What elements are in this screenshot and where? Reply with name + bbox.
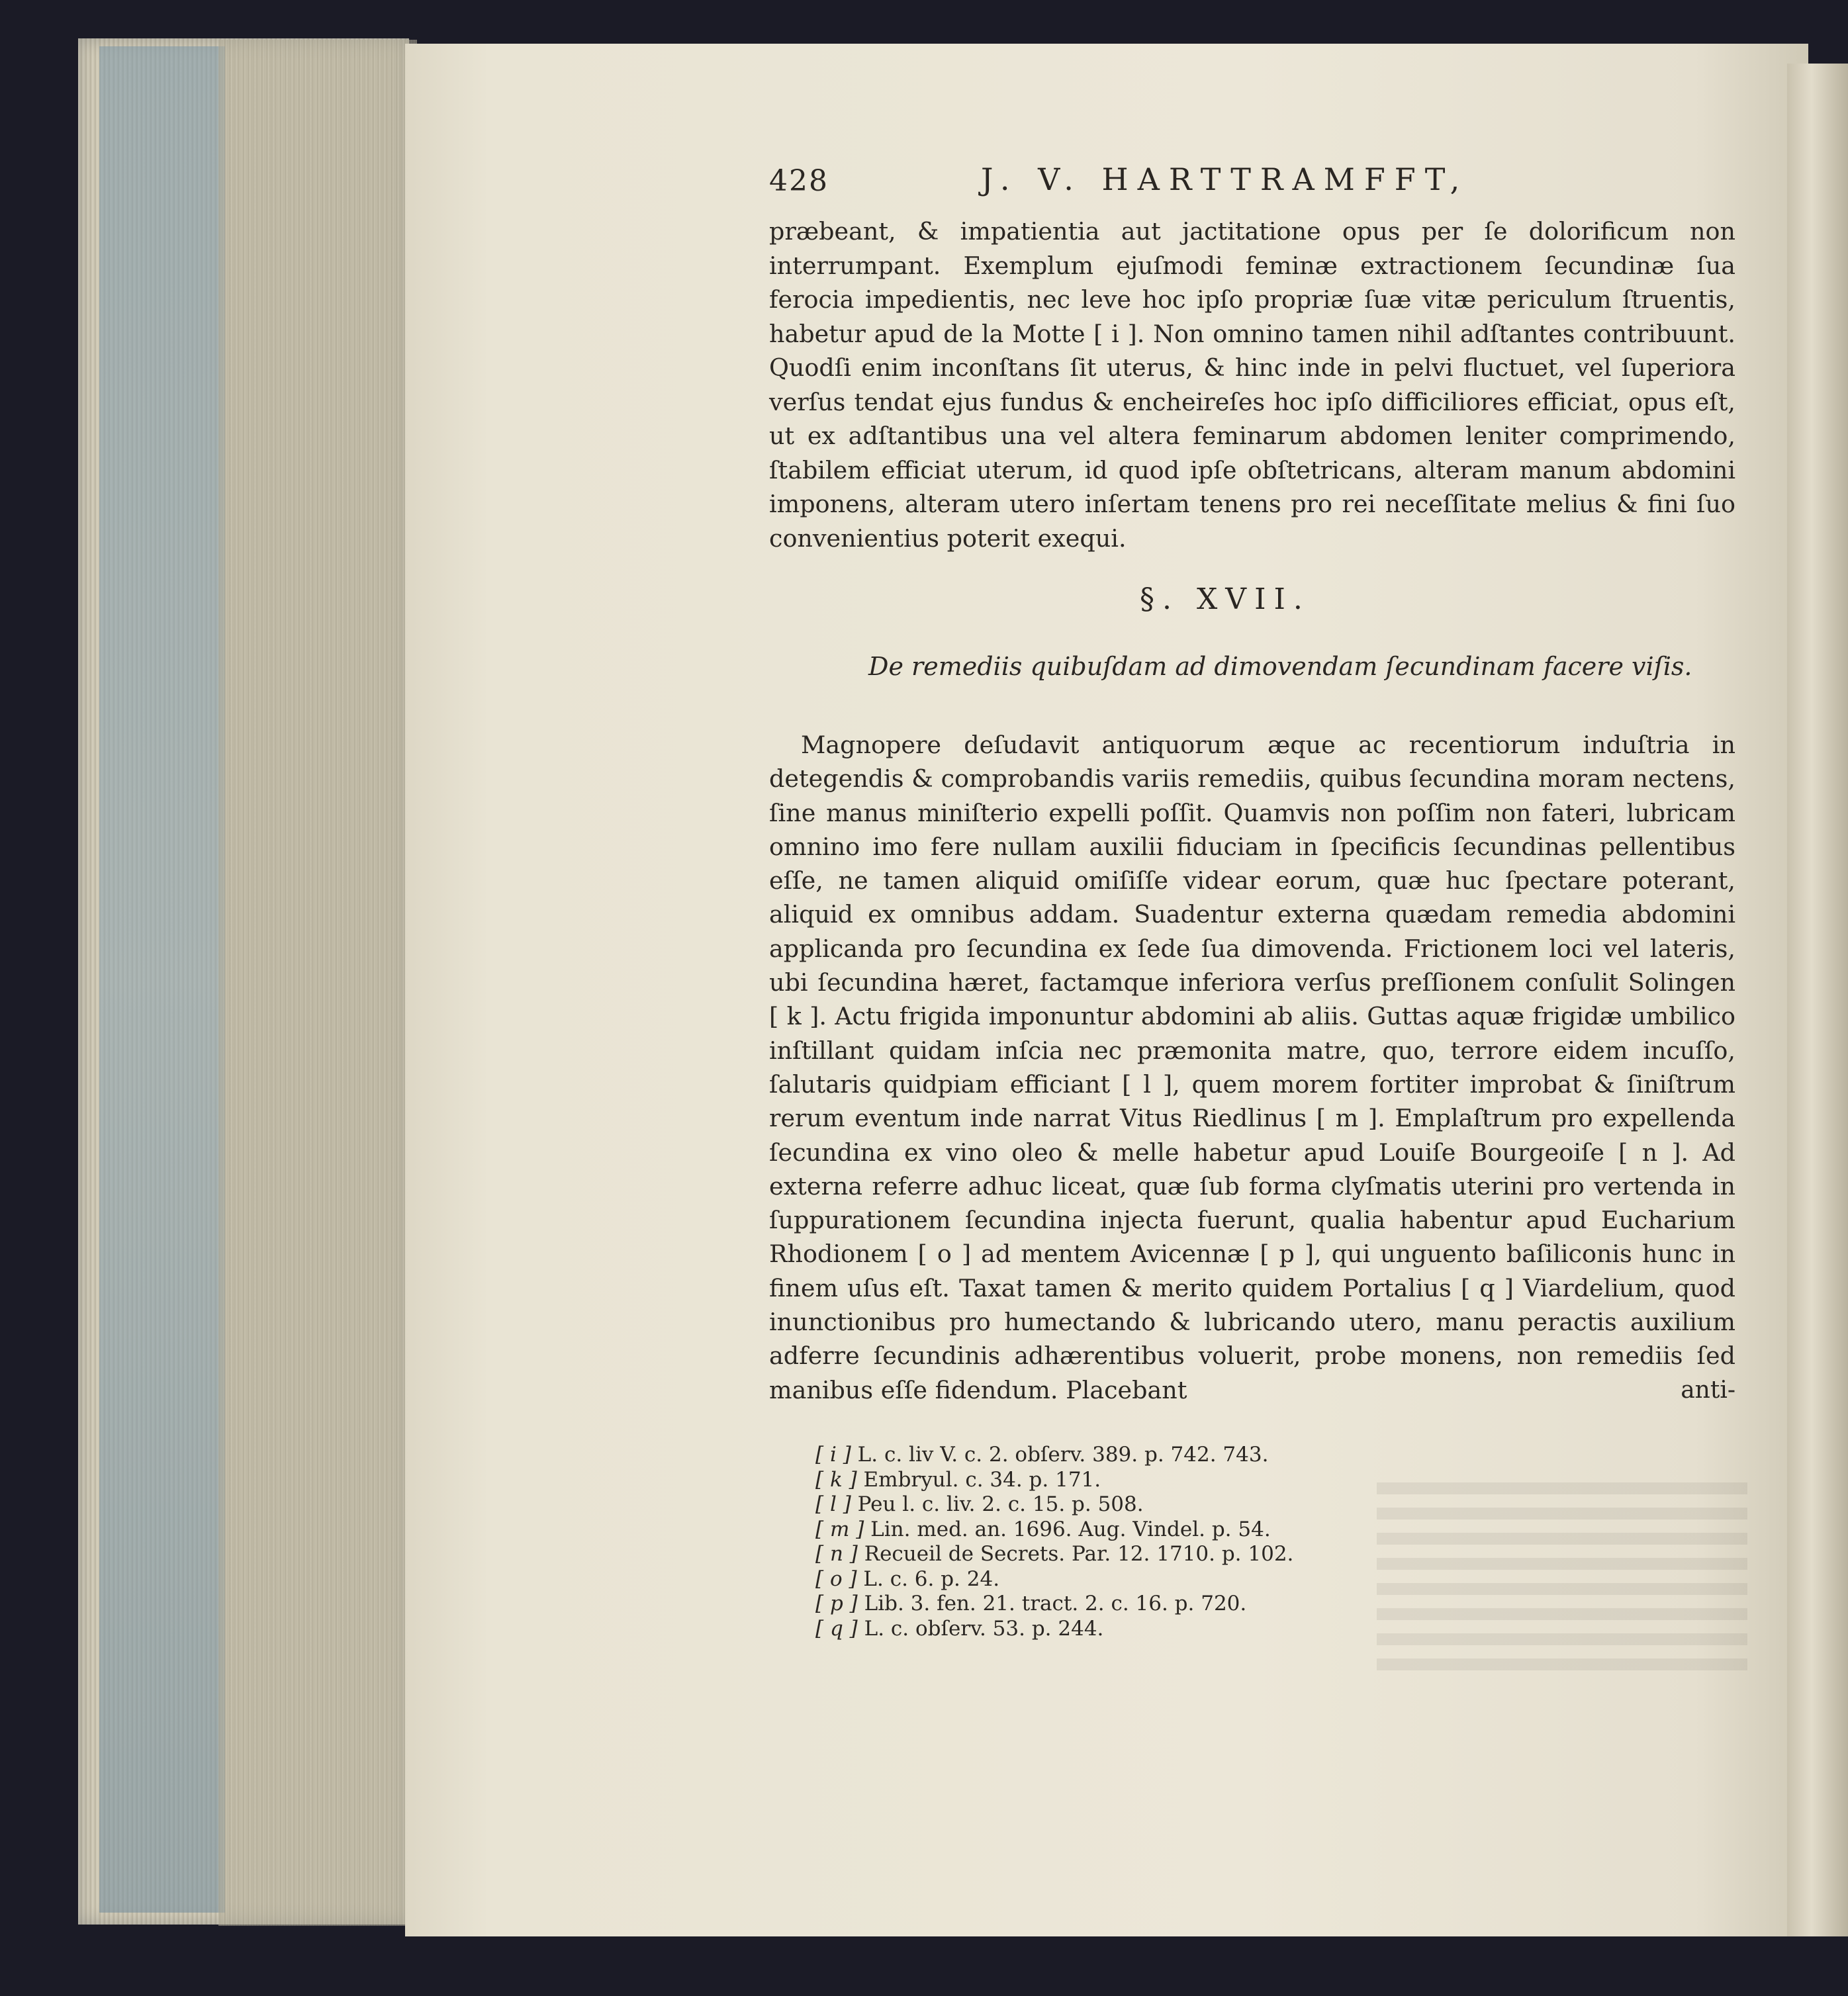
page-edge-shade [218, 40, 417, 1926]
footnote: [ m ] Lin. med. an. 1696. Aug. Vindel. p. 54. [815, 1517, 1271, 1541]
page-edge-tint [99, 46, 225, 1913]
running-head: J. V. HARTTRAMFFT, [981, 161, 1469, 197]
paragraph-1 [769, 214, 1735, 555]
paragraph-1-text: præbeant, & impatientia aut jactitatione opus per ſe dolorificum non interrumpant. Exemplum ejuſmodi feminæ extractionem ſecundinæ ſua ferocia impedientis, nec leve hoc ipſo propriæ ſuæ vitæ periculum ſtruentis, habetur apud de la Motte [ i ]. Non omnino tamen nihil adſtantes contribuunt. Quodſi enim inconſtans ſit uterus, & hinc inde in pelvi fluctuet, vel ſuperiora verſus tendat ejus fundus & encheireſes hoc ipſo difficiliores efficiat, opus eſt, ut ex adſtantibus una vel altera feminarum abdomen leniter comprimendo, ſtabilem efficiat uterum, id quod ipſe obſtetricans, alteram manum abdomini imponens, alteram utero inſertam tenens pro rei neceſſitate melius & fini ſuo convenientius poterit exequi. [769, 217, 1735, 553]
footnote: [ p ] Lib. 3. fen. 21. tract. 2. c. 16. p. 720. [815, 1592, 1247, 1615]
page-number: 428 [769, 164, 829, 198]
footnote: [ o ] L. c. 6. p. 24. [815, 1566, 1000, 1591]
section-number: §. XVII. [1140, 582, 1311, 616]
page-header [769, 159, 1735, 212]
facing-page-edge [1787, 64, 1848, 1936]
footnote: [ l ] Peu l. c. liv. 2. c. 15. p. 508. [815, 1492, 1144, 1516]
footnote: [ k ] Embryul. c. 34. p. 171. [815, 1467, 1101, 1492]
show-through-text [1377, 1482, 1747, 1681]
section-title: De remediis quibuſdam ad dimovendam ſecundinam facere viſis. [868, 652, 1692, 681]
footnote: [ q ] L. c. obſerv. 53. p. 244. [815, 1616, 1104, 1641]
paragraph-2: Magnopere deſudavit antiquorum æque ac recentiorum induſtria in detegendis & comprobandis variis remediis, quibus ſecundina moram nectens, ſine manus miniſterio expelli poſſit. Quamvis non poſſim non fateri, lubricam omnino imo fere nullam auxilii fiduciam in ſpecificis ſecundinas pellentibus eſſe, ne tamen aliquid omiſiſſe videar eorum, quæ huc ſpectare poterant, aliquid ex omnibus addam. Suadentur externa quædam remedia abdomini applicanda pro ſecundina ex ſede ſua dimovenda. Frictionem loci vel lateris, ubi ſecundina hæret, factamque inferiora verſus preſſionem conſulit Solingen [ k ]. Actu frigida imponuntur abdomini ab aliis. Guttas aquæ frigidæ umbilico inſtillant quidam inſcia nec præmonita matre, quo, terrore eidem incuſſo, ſalutaris quidpiam efficiant [ l ], quem morem fortiter improbat & ſiniſtrum rerum eventum inde narrat Vitus Riedlinus [ m ]. Emplaſtrum pro expellenda ſecundina ex vino oleo & melle habetur apud Louiſe Bourgeoiſe [ n ]. Ad externa referre adhuc liceat, quæ ſub forma clyſmatis uterini pro vertenda in ſuppurationem ſecundina injecta fuerunt, qualia habentur apud Eucharium Rhodionem [ o ] ad mentem Avicennæ [ p ], qui unguento baſiliconis hunc in finem uſus eſt. Taxat tamen & merito quidem Portalius [ q ] Viardelium, quod inunctionibus pro humectando & lubricando utero, manu peractis auxilium adferre ſecundinis adhærentibus voluerit, probe monens, non remediis ſed manibus eſſe fidendum. Placebant [769, 731, 1735, 1404]
catchword: anti- [1681, 1377, 1735, 1404]
footnote: [ n ] Recueil de Secrets. Par. 12. 1710. p. 102. [815, 1542, 1294, 1566]
footnote: [ i ] L. c. liv V. c. 2. obſerv. 389. p. 742. 743. [815, 1443, 1269, 1467]
footnotes [815, 1443, 1411, 1641]
